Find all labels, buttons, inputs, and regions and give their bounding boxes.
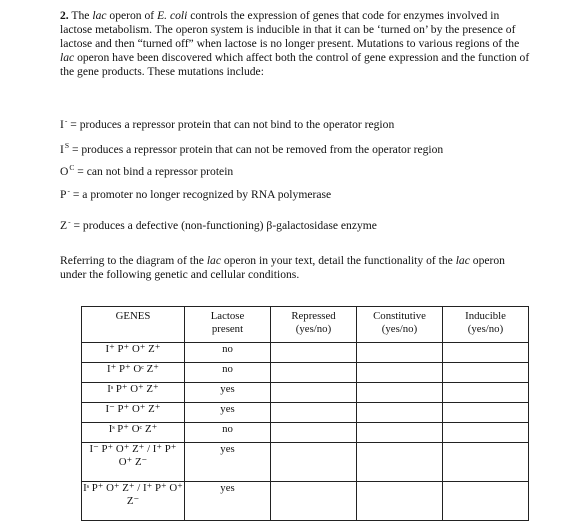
mutation-symbol: I — [60, 118, 64, 131]
table-row — [82, 343, 529, 363]
table-row — [82, 423, 529, 443]
conditions-table — [81, 306, 529, 521]
genotype-cell: Iˢ P⁺ O⁺ Z⁺ — [82, 383, 185, 403]
constitutive-answer-cell[interactable] — [357, 343, 443, 363]
intro-text: operon have been discovered which affect both the control of gene expression and the function of the gene products. These mutations include: — [60, 51, 530, 79]
mutation-symbol: Z — [60, 219, 68, 232]
genotype-cell: I⁺ P⁺ Oᶜ Z⁺ — [82, 363, 185, 383]
header-constitutive: Constitutive (yes/no) — [357, 307, 443, 343]
intro-text: operon of — [106, 9, 158, 22]
instruction-part: lac — [206, 254, 221, 267]
mutation-description: = produces a defective (non-functioning) β-galactosidase enzyme — [70, 219, 377, 232]
mutation-description: = a promoter no longer recognized by RNA polymerase — [69, 188, 332, 201]
lactose-cell: yes — [185, 383, 271, 403]
mutation-symbol: P — [60, 188, 67, 201]
mutation-superscript: - — [64, 116, 68, 125]
repressed-answer-cell[interactable] — [271, 403, 357, 423]
repressed-answer-cell[interactable] — [271, 482, 357, 521]
mutation-symbol: O — [60, 165, 69, 178]
repressed-answer-cell[interactable] — [271, 423, 357, 443]
mutation-item — [60, 139, 443, 157]
lactose-cell: yes — [185, 482, 271, 521]
inducible-answer-cell[interactable] — [443, 423, 529, 443]
intro-text: controls the expression of genes that code for enzymes involved in lactose metabolism. The operon system is inducible in that it can be ‘turned on’ by the presence of lactose and then “turned off” when lactose is no longer present. Mutations to various regions of the — [60, 9, 520, 51]
constitutive-answer-cell[interactable] — [357, 423, 443, 443]
intro-text: E. coli — [157, 9, 188, 22]
repressed-answer-cell[interactable] — [271, 343, 357, 363]
table-row — [82, 383, 529, 403]
mutation-symbol: I — [60, 143, 64, 156]
mutation-item — [60, 161, 233, 179]
inducible-answer-cell[interactable] — [443, 383, 529, 403]
question-number: 2. — [60, 9, 69, 22]
mutation-description: = produces a repressor protein that can not be removed from the operator region — [69, 143, 444, 156]
inducible-answer-cell[interactable] — [443, 363, 529, 383]
lactose-cell: no — [185, 363, 271, 383]
instruction-part: Referring to the diagram of the — [60, 254, 207, 267]
genotype-cell: I⁻ P⁺ O⁺ Z⁺ / I⁺ P⁺ O⁺ Z⁻ — [82, 443, 185, 482]
inducible-answer-cell[interactable] — [443, 403, 529, 423]
genotype-cell: I⁺ P⁺ O⁺ Z⁺ — [82, 343, 185, 363]
instruction-part: lac — [455, 254, 470, 267]
lactose-cell: yes — [185, 443, 271, 482]
constitutive-answer-cell[interactable] — [357, 403, 443, 423]
repressed-answer-cell[interactable] — [271, 383, 357, 403]
inducible-answer-cell[interactable] — [443, 443, 529, 482]
header-inducible: Inducible (yes/no) — [443, 307, 529, 343]
table-header-row — [82, 307, 529, 343]
constitutive-answer-cell[interactable] — [357, 482, 443, 521]
instruction-part: operon in your text, detail the functionality of the — [220, 254, 456, 267]
mutation-description: = can not bind a repressor protein — [74, 165, 234, 178]
mutation-superscript: S — [64, 141, 70, 150]
mutation-description: = produces a repressor protein that can not bind to the operator region — [67, 118, 395, 131]
table-row — [82, 363, 529, 383]
header-repressed: Repressed (yes/no) — [271, 307, 357, 343]
header-genes: GENES — [82, 307, 185, 343]
repressed-answer-cell[interactable] — [271, 363, 357, 383]
genotype-cell: I⁻ P⁺ O⁺ Z⁺ — [82, 403, 185, 423]
intro-text: lac — [92, 9, 107, 22]
question-intro — [60, 9, 530, 79]
inducible-answer-cell[interactable] — [443, 343, 529, 363]
table-row — [82, 443, 529, 482]
table-row — [82, 403, 529, 423]
intro-text: The — [71, 9, 93, 22]
mutation-item — [60, 114, 394, 132]
header-lactose: Lactose present — [185, 307, 271, 343]
mutation-superscript: - — [68, 217, 71, 226]
mutation-item — [60, 215, 377, 233]
inducible-answer-cell[interactable] — [443, 482, 529, 521]
lactose-cell: no — [185, 343, 271, 363]
mutation-item — [60, 184, 331, 202]
constitutive-answer-cell[interactable] — [357, 363, 443, 383]
table-row — [82, 482, 529, 521]
constitutive-answer-cell[interactable] — [357, 443, 443, 482]
lactose-cell: no — [185, 423, 271, 443]
mutation-superscript: - — [67, 186, 70, 195]
repressed-answer-cell[interactable] — [271, 443, 357, 482]
mutation-superscript: C — [69, 163, 75, 172]
genotype-cell: Iˢ P⁺ O⁺ Z⁺ / I⁺ P⁺ O⁺ Z⁻ — [82, 482, 185, 521]
lactose-cell: yes — [185, 403, 271, 423]
constitutive-answer-cell[interactable] — [357, 383, 443, 403]
genotype-cell: Iˢ P⁺ Oᶜ Z⁺ — [82, 423, 185, 443]
instruction-text — [60, 254, 530, 282]
intro-text: lac — [60, 51, 75, 65]
instruction-part: operon under the following genetic and cellular conditions. — [60, 254, 505, 282]
